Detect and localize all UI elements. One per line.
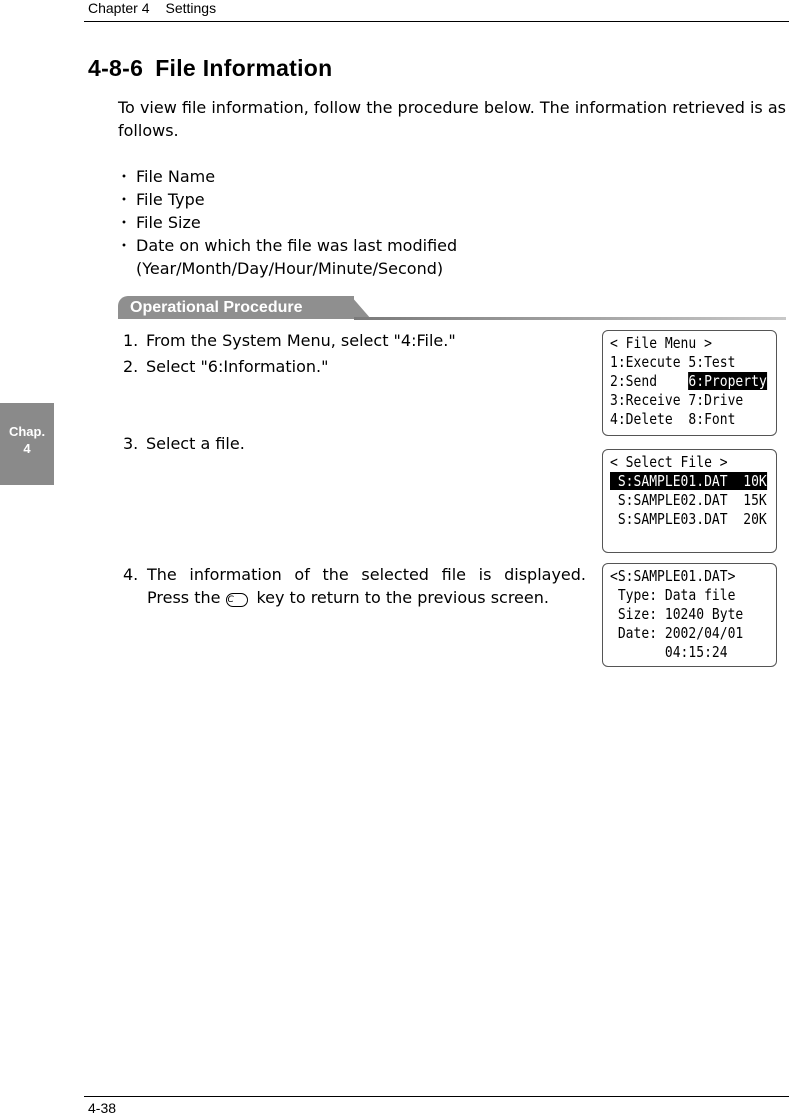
- bullet-file-size: ・ File Size: [118, 211, 457, 234]
- bullet-file-type: ・ File Type: [118, 188, 457, 211]
- section-title: [88, 55, 333, 82]
- lcd-row: Type: Data file: [610, 586, 736, 604]
- step-3: [118, 432, 245, 455]
- step-text: [147, 563, 586, 609]
- section-number: 4-8-6: [88, 55, 144, 81]
- step-text: Select "6:Information.": [146, 357, 329, 376]
- lcd-row: [610, 472, 767, 491]
- lcd-select-file: [602, 449, 777, 553]
- lcd-row: 3:Receive 7:Drive: [610, 391, 744, 409]
- header-chapter: Chapter 4: [88, 0, 150, 16]
- lcd-row: S:SAMPLE02.DAT 15K: [610, 491, 767, 509]
- lcd-row: 2:Send 6:Property: [610, 372, 767, 390]
- bullet-file-name: ・ File Name: [118, 165, 457, 188]
- lcd-selected-item: 6:Property: [688, 372, 767, 390]
- step-number: 2.: [123, 357, 139, 376]
- bullet-date-format: (Year/Month/Day/Hour/Minute/Second): [136, 259, 444, 278]
- step-number: 4.: [123, 565, 139, 584]
- lcd-row: Size: 10240 Byte: [610, 605, 744, 623]
- step-text: From the System Menu, select "4:File.": [146, 331, 456, 350]
- chapter-side-tab: [0, 403, 54, 485]
- procedure-banner: [118, 296, 786, 322]
- step-4-line-2: [147, 586, 586, 609]
- chapter-tab-number: 4: [23, 441, 31, 456]
- bullet-date-modified: ・ Date on which the file was last modified: [118, 234, 457, 257]
- section-title-text: File Information: [155, 55, 333, 81]
- step-4-press-text: Press the: [147, 588, 221, 607]
- header-section: Settings: [165, 0, 217, 16]
- running-header: [88, 0, 216, 16]
- step-number: 3.: [123, 434, 139, 453]
- lcd-file-menu: [602, 330, 777, 436]
- step-text: Select a file.: [146, 434, 245, 453]
- procedure-label: Operational Procedure: [118, 296, 354, 319]
- footer-rule: [84, 1096, 789, 1097]
- chapter-tab-label: Chap.: [8, 424, 46, 439]
- info-bullet-list: [118, 165, 457, 280]
- lcd-row: 4:Delete 8:Font: [610, 410, 736, 428]
- lcd-row: 1:Execute 5:Test: [610, 353, 736, 371]
- step-number: 1.: [123, 331, 139, 350]
- step-4: [118, 563, 586, 607]
- step-4-line-1: The information of the selected file is displayed.: [147, 565, 586, 584]
- lcd-file-info: [602, 563, 777, 667]
- step-4-return-text: key to return to the previous screen.: [256, 588, 549, 607]
- step-1: [118, 329, 456, 352]
- lcd-row: S:SAMPLE03.DAT 20K: [610, 510, 767, 528]
- page-number: 4-38: [88, 1100, 117, 1115]
- lcd-selected-item: S:SAMPLE01.DAT 10K: [610, 472, 767, 490]
- intro-paragraph: To view file information, follow the procedure below. The information retrieved is as follows.: [118, 98, 786, 140]
- lcd-title: < Select File >: [610, 453, 728, 471]
- lcd-title: < File Menu >: [610, 334, 712, 352]
- c-key-icon: C: [226, 593, 248, 607]
- lcd-title: <S:SAMPLE01.DAT>: [610, 567, 736, 585]
- procedure-banner-tail: [351, 296, 371, 319]
- step-2: [118, 355, 328, 378]
- header-rule: [84, 21, 789, 22]
- lcd-row: 04:15:24: [610, 643, 728, 661]
- lcd-row: Date: 2002/04/01: [610, 624, 744, 642]
- procedure-banner-line: [354, 317, 786, 320]
